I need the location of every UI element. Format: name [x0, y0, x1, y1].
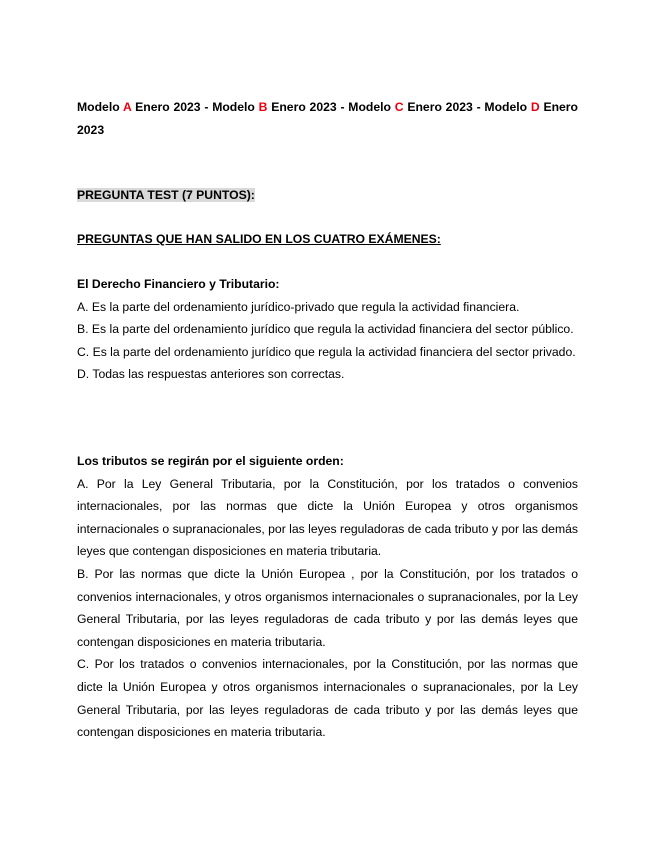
- answer-option: C. Es la parte del ordenamiento jurídico que regula la actividad financiera del sector privado.: [77, 344, 576, 359]
- header-part: Enero 2023 - Modelo: [403, 100, 531, 114]
- exam-header: [77, 96, 578, 141]
- question-title: Los tributos se regirán por el siguiente orden:: [77, 454, 344, 468]
- header-part: Enero 2023 - Modelo: [131, 100, 259, 114]
- answer-option: C. Por los tratados o convenios internacionales, por la Constitución, por las normas que dicte la Unión Europea y otros organismos internacionales o supranacionales, por la Ley General Tributaria, por las leyes reguladoras de cada tributo y por las demás leyes que contengan disposiciones en materia tributaria.: [77, 657, 578, 740]
- question-block: [77, 450, 578, 744]
- section-label-text: PREGUNTA TEST (7 PUNTOS):: [77, 188, 255, 202]
- section-title: PREGUNTAS QUE HAN SALIDO EN LOS CUATRO EXÁMENES:: [77, 232, 441, 246]
- question-block: [77, 273, 578, 386]
- answer-option: B. Por las normas que dicte la Unión Europea , por la Constitución, por los tratados o convenios internacionales, y otros organismos internacionales o supranacionales, por la Ley General Tributaria, por las leyes reguladoras de cada tributo y por las demás leyes que contengan disposiciones en materia tributaria.: [77, 566, 578, 649]
- answer-option: A. Es la parte del ordenamiento jurídico-privado que regula la actividad financiera.: [77, 299, 520, 314]
- section-label: [77, 186, 255, 204]
- header-part: Enero 2023 - Modelo: [267, 100, 395, 114]
- header-model-letter: A: [122, 100, 132, 114]
- answer-option: D. Todas las respuestas anteriores son correctas.: [77, 367, 345, 382]
- header-part: Enero 2023: [77, 100, 578, 137]
- answer-option: A. Por la Ley General Tributaria, por la Constitución, por los tratados o convenios internacionales, por las normas que dicte la Unión Europea y otros organismos internacionales o supranacionales, por las leyes reguladoras de cada tributo y por las demás leyes que contengan disposiciones en materia tributaria.: [77, 476, 578, 559]
- header-model-letter: B: [258, 100, 268, 114]
- header-model-letter: D: [530, 100, 540, 114]
- header-model-letter: C: [394, 100, 404, 114]
- header-part: Modelo: [77, 100, 123, 114]
- answer-option: B. Es la parte del ordenamiento jurídico que regula la actividad financiera del sector público.: [77, 322, 574, 337]
- question-title: El Derecho Financiero y Tributario:: [77, 277, 280, 291]
